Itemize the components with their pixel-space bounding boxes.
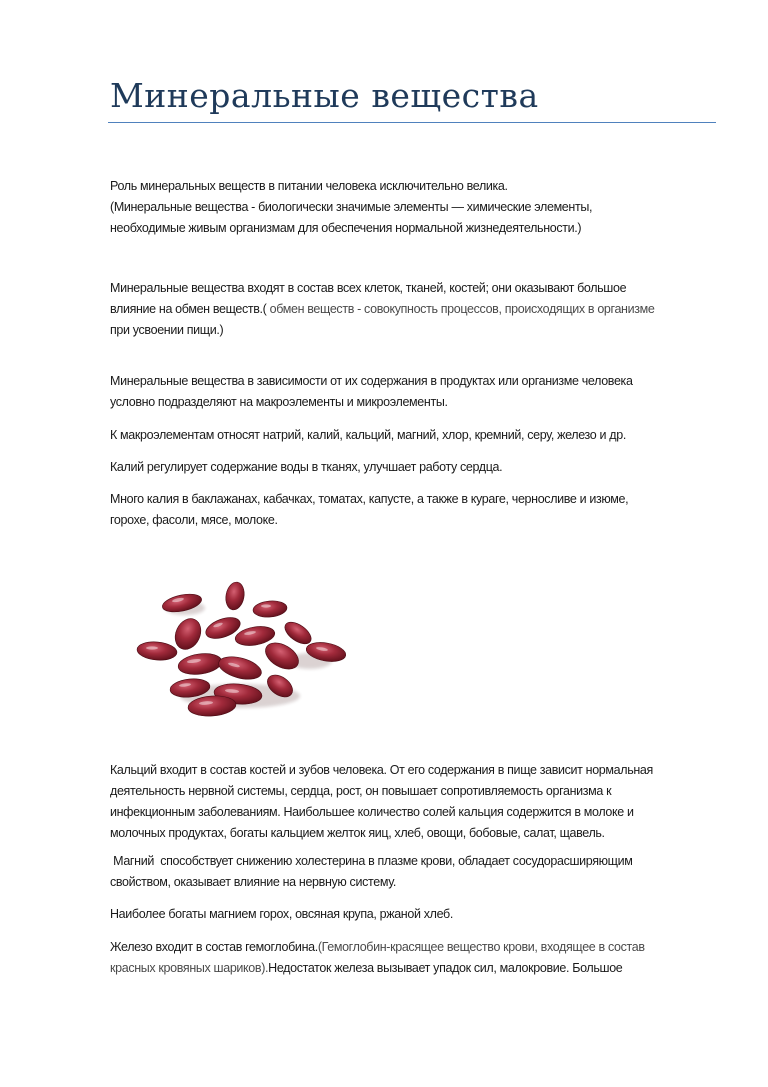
text-line: при усвоении пищи.) — [110, 323, 224, 337]
text-line: молочных продуктах, богаты кальцием желток яиц, хлеб, овощи, бобовые, салат, щавель. — [110, 826, 605, 840]
text-line: (Минеральные вещества - биологически значимые элементы — химические элементы, — [110, 200, 593, 214]
magnesium-paragraph — [110, 851, 720, 893]
text-line: необходимые живым организмам для обеспечения нормальной жизнедеятельности.) — [110, 221, 582, 235]
calcium-paragraph — [110, 760, 720, 844]
intro-paragraph — [110, 176, 720, 239]
text-line: Кальций входит в состав костей и зубов человека. От его содержания в пище зависит нормальная — [110, 763, 653, 777]
text-line: Минеральные вещества в зависимости от их содержания в продуктах или организме человека — [110, 374, 633, 388]
text-line: Минеральные вещества входят в состав всех клеток, тканей, костей; они оказывают большое — [110, 281, 627, 295]
text-line: К макроэлементам относят натрий, калий, кальций, магний, хлор, кремний, серу, железо и др. — [110, 428, 626, 442]
title-underline — [108, 122, 716, 123]
text-line: условно подразделяют на макроэлементы и микроэлементы. — [110, 395, 448, 409]
magnesium-sources-paragraph — [110, 904, 720, 925]
potassium-sources-paragraph — [110, 489, 720, 531]
text-span: Железо входит в состав гемоглобина. — [110, 940, 318, 954]
text-line: деятельность нервной системы, сердца, рост, он повышает сопротивляемость организма к — [110, 784, 612, 798]
definition-span: красных кровяных шариков). — [110, 961, 269, 975]
iron-paragraph — [110, 937, 720, 979]
metabolism-paragraph — [110, 278, 720, 341]
text-line: горохе, фасоли, мясе, молоке. — [110, 513, 278, 527]
text-line: Магний способствует снижению холестерина в плазме крови, обладает сосудорасширяющим — [110, 854, 633, 868]
potassium-paragraph — [110, 457, 720, 478]
definition-span: обмен веществ - совокупность процессов, происходящих в организме — [266, 302, 655, 316]
text-span: влияние на обмен веществ.( — [110, 302, 267, 316]
classification-paragraph — [110, 371, 720, 413]
definition-span: (Гемоглобин-красящее вещество крови, входящее в состав — [317, 940, 645, 954]
text-line: Наиболее богаты магнием горох, овсяная крупа, ржаной хлеб. — [110, 907, 453, 921]
kidney-beans-image — [130, 576, 360, 726]
text-line: Много калия в баклажанах, кабачках, томатах, капусте, а также в кураге, черносливе и изюме, — [110, 492, 629, 506]
text-span: Недостаток железа вызывает упадок сил, малокровие. Большое — [268, 961, 623, 975]
page-title: Минеральные вещества — [110, 76, 539, 115]
text-line — [110, 958, 720, 979]
text-line: свойством, оказывает влияние на нервную систему. — [110, 875, 396, 889]
text-line — [110, 299, 720, 320]
text-line: Роль минеральных веществ в питании человека исключительно велика. — [110, 179, 508, 193]
text-line: Калий регулирует содержание воды в тканях, улучшает работу сердца. — [110, 460, 503, 474]
text-line: инфекционным заболеваниям. Наибольшее количество солей кальция содержится в молоке и — [110, 805, 634, 819]
text-line — [110, 937, 720, 958]
macroelements-paragraph — [110, 425, 720, 446]
